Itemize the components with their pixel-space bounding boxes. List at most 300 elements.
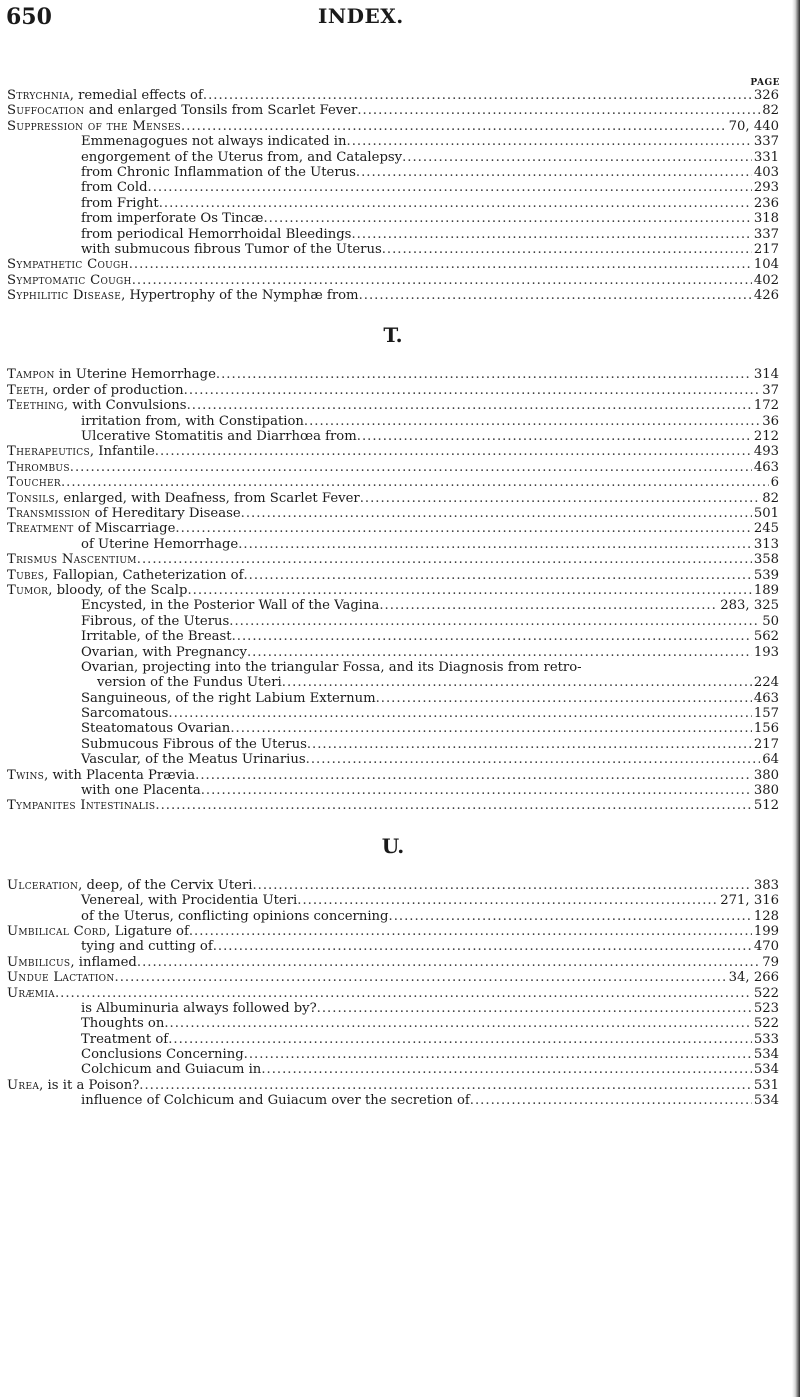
index-entry bbox=[7, 1032, 779, 1047]
dot-leader bbox=[61, 475, 769, 490]
entry-text bbox=[7, 103, 357, 118]
entry-subject: influence of Colchicum and Guiacum over the secretion of bbox=[81, 1093, 470, 1109]
entry-page-ref: 539 bbox=[753, 567, 779, 583]
index-entry bbox=[7, 878, 779, 893]
entry-text bbox=[7, 583, 187, 598]
dot-leader bbox=[168, 1032, 752, 1047]
entry-text bbox=[81, 134, 347, 149]
index-entry bbox=[7, 783, 779, 798]
entry-text bbox=[81, 893, 297, 908]
dot-leader bbox=[244, 1047, 752, 1062]
entry-text bbox=[81, 1047, 244, 1062]
entry-page-ref: 293 bbox=[753, 180, 779, 196]
index-entry bbox=[7, 1078, 779, 1093]
index-entry bbox=[7, 706, 779, 721]
entry-page-ref: 50 bbox=[762, 613, 779, 629]
page-number: 650 bbox=[6, 4, 52, 30]
dot-leader bbox=[229, 614, 760, 629]
entry-page-ref: 236 bbox=[753, 195, 779, 211]
entry-text bbox=[7, 568, 243, 583]
index-entry bbox=[7, 721, 779, 736]
entry-headword: Twins bbox=[7, 767, 45, 783]
dot-leader bbox=[213, 939, 752, 954]
index-entry bbox=[7, 1047, 779, 1062]
entry-subject: Ovarian, projecting into the triangular Fossa, and its Diagnosis from retro- bbox=[81, 659, 582, 675]
dot-leader bbox=[137, 552, 752, 567]
entry-text bbox=[81, 614, 229, 629]
entry-text bbox=[81, 165, 356, 180]
entry-text bbox=[81, 196, 159, 211]
dot-leader bbox=[139, 1078, 752, 1093]
index-entry bbox=[7, 103, 779, 118]
entry-text bbox=[7, 367, 216, 382]
entry-text bbox=[81, 242, 382, 257]
index-entry bbox=[7, 196, 779, 211]
dot-leader bbox=[181, 119, 727, 134]
entry-subject: , with Placenta Prævia bbox=[44, 767, 196, 783]
dot-leader bbox=[243, 568, 751, 583]
entry-subject: , Fallopian, Catheterization of bbox=[44, 567, 244, 583]
dot-leader bbox=[382, 242, 752, 257]
dot-leader bbox=[201, 783, 752, 798]
entry-text bbox=[81, 783, 201, 798]
dot-leader bbox=[203, 88, 752, 103]
entry-subject: , bloody, of the Scalp bbox=[48, 582, 188, 598]
entry-page-ref: 337 bbox=[753, 226, 779, 242]
entry-page-ref: 36 bbox=[762, 413, 779, 429]
entry-text bbox=[97, 675, 282, 690]
section-letter: U. bbox=[381, 833, 405, 858]
index-section bbox=[7, 818, 779, 1109]
entry-text bbox=[7, 1078, 139, 1093]
entry-text bbox=[81, 909, 389, 924]
index-entry bbox=[7, 955, 779, 970]
entry-subject: of Uterine Hemorrhage bbox=[81, 536, 239, 552]
index-entry bbox=[7, 939, 779, 954]
entry-subject: , Infantile bbox=[89, 444, 155, 460]
entry-page-ref: 6 bbox=[770, 475, 779, 491]
index-entry bbox=[7, 537, 779, 552]
index-entry bbox=[7, 242, 779, 257]
index-entry bbox=[7, 660, 779, 675]
index-entry bbox=[7, 986, 779, 1001]
index-entry bbox=[7, 491, 779, 506]
entry-page-ref: 383 bbox=[753, 877, 779, 893]
entry-text bbox=[7, 552, 137, 567]
entry-page-ref: 493 bbox=[753, 444, 779, 460]
dot-leader bbox=[55, 986, 752, 1001]
entry-headword: Tampon bbox=[7, 367, 55, 383]
entry-page-ref: 534 bbox=[753, 1062, 779, 1078]
dot-leader bbox=[184, 383, 761, 398]
dot-leader bbox=[148, 180, 752, 195]
entry-subject: Vascular, of the Meatus Urinarius bbox=[81, 752, 306, 768]
entry-text bbox=[81, 939, 213, 954]
entry-subject: , inflamed bbox=[70, 954, 137, 970]
index-entry bbox=[7, 288, 779, 303]
entry-text bbox=[81, 227, 351, 242]
entry-headword: Toucher bbox=[7, 475, 61, 491]
index-entry bbox=[7, 752, 779, 767]
entry-page-ref: 512 bbox=[753, 798, 779, 814]
entry-headword: Tonsils bbox=[7, 490, 56, 506]
index-entry bbox=[7, 675, 779, 690]
entry-subject: Submucous Fibrous of the Uterus bbox=[81, 736, 307, 752]
entry-text bbox=[81, 1001, 317, 1016]
index-entry bbox=[7, 444, 779, 459]
dot-leader bbox=[402, 150, 752, 165]
entry-subject: tying and cutting of bbox=[81, 939, 213, 955]
entry-text bbox=[81, 629, 232, 644]
index-entry bbox=[7, 583, 779, 598]
entry-subject: with submucous fibrous Tumor of the Uterus bbox=[81, 241, 382, 257]
entry-text bbox=[81, 706, 168, 721]
dot-leader bbox=[187, 583, 751, 598]
dot-leader bbox=[261, 1062, 752, 1077]
entry-page-ref: 470 bbox=[753, 939, 779, 955]
dot-leader bbox=[195, 768, 752, 783]
dot-leader bbox=[164, 1016, 751, 1031]
entry-page-ref: 193 bbox=[753, 644, 779, 660]
page-header bbox=[6, 4, 786, 34]
dot-leader bbox=[232, 629, 752, 644]
dot-leader bbox=[470, 1093, 752, 1108]
entry-headword: Thrombus bbox=[7, 459, 70, 475]
entry-subject: engorgement of the Uterus from, and Catalepsy bbox=[81, 149, 403, 165]
index-entry bbox=[7, 909, 779, 924]
dot-leader bbox=[282, 675, 752, 690]
entry-page-ref: 70, 440 bbox=[728, 118, 779, 134]
entry-headword: Undue Lactation bbox=[7, 970, 115, 986]
entry-page-ref: 82 bbox=[762, 103, 779, 119]
dot-leader bbox=[357, 429, 752, 444]
dot-leader bbox=[359, 288, 752, 303]
page-column-label: PAGE bbox=[750, 78, 780, 88]
entry-subject: , enlarged, with Deafness, from Scarlet Fever bbox=[55, 490, 360, 506]
index-entry bbox=[7, 414, 779, 429]
entry-subject: of Hereditary Disease bbox=[90, 505, 241, 521]
entry-text bbox=[81, 537, 238, 552]
entry-page-ref: 523 bbox=[753, 1000, 779, 1016]
entry-headword: Sympathetic Cough bbox=[7, 257, 129, 273]
entry-subject: , remedial effects of bbox=[69, 88, 203, 103]
entry-headword: Treatment bbox=[7, 521, 74, 537]
dot-leader bbox=[70, 460, 752, 475]
entry-text bbox=[7, 986, 55, 1001]
entry-text bbox=[81, 691, 376, 706]
entry-subject: Sanguineous, of the right Labium Externum bbox=[81, 690, 376, 706]
entry-text bbox=[81, 211, 263, 226]
dot-leader bbox=[132, 273, 752, 288]
index-entry bbox=[7, 737, 779, 752]
entry-text bbox=[81, 1016, 164, 1031]
entry-text bbox=[7, 257, 129, 272]
entry-headword: Tubes bbox=[7, 567, 45, 583]
entry-page-ref: 64 bbox=[762, 752, 779, 768]
dot-leader bbox=[247, 645, 752, 660]
entry-headword: Transmission bbox=[7, 505, 91, 521]
entry-page-ref: 217 bbox=[753, 241, 779, 257]
entry-text bbox=[81, 1062, 261, 1077]
entry-page-ref: 403 bbox=[753, 164, 779, 180]
entry-page-ref: 318 bbox=[753, 211, 779, 227]
index-entry bbox=[7, 614, 779, 629]
entry-page-ref: 380 bbox=[753, 783, 779, 799]
entry-subject: Encysted, in the Posterior Wall of the Vagina bbox=[81, 598, 380, 614]
entry-subject: Fibrous, of the Uterus bbox=[81, 613, 230, 629]
dot-leader bbox=[304, 414, 760, 429]
index-content bbox=[7, 88, 779, 1109]
dot-leader bbox=[252, 878, 751, 893]
index-section bbox=[7, 307, 779, 813]
entry-text bbox=[7, 273, 132, 288]
dot-leader bbox=[115, 970, 727, 985]
entry-text bbox=[81, 180, 148, 195]
page-edge-shadow bbox=[792, 0, 800, 1397]
entry-subject: Sarcomatous bbox=[81, 706, 169, 722]
dot-leader bbox=[306, 752, 761, 767]
entry-page-ref: 337 bbox=[753, 134, 779, 150]
dot-leader bbox=[356, 165, 752, 180]
dot-leader bbox=[168, 706, 751, 721]
entry-subject: from Fright bbox=[81, 195, 159, 211]
entry-text bbox=[7, 288, 359, 303]
index-entry bbox=[7, 598, 779, 613]
index-entry bbox=[7, 211, 779, 226]
entry-headword: Umbilical Cord bbox=[7, 923, 107, 939]
entry-page-ref: 314 bbox=[753, 367, 779, 383]
dot-leader bbox=[317, 1001, 752, 1016]
entry-text bbox=[81, 150, 402, 165]
entry-page-ref: 358 bbox=[753, 552, 779, 568]
dot-leader bbox=[376, 691, 752, 706]
entry-page-ref: 104 bbox=[753, 257, 779, 273]
entry-headword: Teething bbox=[7, 398, 64, 414]
dot-leader bbox=[137, 955, 760, 970]
entry-page-ref: 245 bbox=[753, 521, 779, 537]
index-entry bbox=[7, 475, 779, 490]
entry-page-ref: 189 bbox=[753, 582, 779, 598]
index-entry bbox=[7, 429, 779, 444]
entry-headword: Syphilitic Disease bbox=[7, 288, 122, 304]
entry-headword: Teeth bbox=[7, 382, 45, 398]
running-head: INDEX. bbox=[318, 4, 404, 28]
index-entry bbox=[7, 521, 779, 536]
entry-subject: is Albuminuria always followed by? bbox=[81, 1000, 317, 1016]
index-entry bbox=[7, 257, 779, 272]
entry-subject: in Uterine Hemorrhage bbox=[54, 367, 216, 383]
entry-page-ref: 271, 316 bbox=[720, 893, 779, 909]
entry-headword: Uræmia bbox=[7, 985, 55, 1001]
entry-page-ref: 212 bbox=[753, 429, 779, 445]
entry-text bbox=[81, 598, 379, 613]
entry-text bbox=[81, 429, 357, 444]
entry-page-ref: 37 bbox=[762, 382, 779, 398]
dot-leader bbox=[230, 721, 752, 736]
index-entry bbox=[7, 798, 779, 813]
dot-leader bbox=[360, 491, 761, 506]
entry-text bbox=[81, 1032, 168, 1047]
entry-subject: Treatment of bbox=[81, 1031, 169, 1047]
entry-subject: Irritable, of the Breast bbox=[81, 629, 232, 645]
entry-subject: from imperforate Os Tincæ bbox=[81, 211, 264, 227]
entry-subject: Ovarian, with Pregnancy bbox=[81, 644, 247, 660]
dot-leader bbox=[175, 521, 751, 536]
index-entry bbox=[7, 180, 779, 195]
entry-subject: Emmenagogues not always indicated in bbox=[81, 134, 347, 150]
index-entry bbox=[7, 645, 779, 660]
index-entry bbox=[7, 273, 779, 288]
entry-page-ref: 380 bbox=[753, 767, 779, 783]
entry-text bbox=[7, 955, 137, 970]
entry-page-ref: 283, 325 bbox=[720, 598, 779, 614]
dot-leader bbox=[307, 737, 752, 752]
index-entry bbox=[7, 1016, 779, 1031]
entry-text bbox=[7, 88, 203, 103]
entry-text bbox=[7, 924, 189, 939]
entry-subject: Ulcerative Stomatitis and Diarrhœa from bbox=[81, 429, 357, 445]
dot-leader bbox=[155, 798, 751, 813]
entry-subject: , Hypertrophy of the Nymphæ from bbox=[121, 288, 359, 304]
entry-text bbox=[81, 721, 230, 736]
index-entry bbox=[7, 88, 779, 103]
entry-text bbox=[81, 737, 307, 752]
entry-page-ref: 562 bbox=[753, 629, 779, 645]
entry-subject: Thoughts on bbox=[81, 1016, 165, 1032]
entry-text bbox=[81, 752, 306, 767]
entry-text bbox=[7, 768, 195, 783]
entry-subject: , is it a Poison? bbox=[39, 1077, 140, 1093]
entry-headword: Tumor bbox=[7, 582, 49, 598]
dot-leader bbox=[238, 537, 752, 552]
index-entry bbox=[7, 552, 779, 567]
index-entry bbox=[7, 383, 779, 398]
entry-text bbox=[7, 521, 175, 536]
index-entry bbox=[7, 568, 779, 583]
entry-text bbox=[7, 798, 155, 813]
entry-page-ref: 402 bbox=[753, 272, 779, 288]
entry-text bbox=[7, 444, 155, 459]
dot-leader bbox=[241, 506, 752, 521]
entry-headword: Tympanites Intestinalis bbox=[7, 798, 156, 814]
entry-page-ref: 224 bbox=[753, 675, 779, 691]
entry-headword: Trismus Nascentium bbox=[7, 552, 137, 568]
entry-page-ref: 534 bbox=[753, 1093, 779, 1109]
index-entry bbox=[7, 629, 779, 644]
dot-leader bbox=[216, 367, 752, 382]
entry-subject: with one Placenta bbox=[81, 783, 201, 799]
entry-subject: Venereal, with Procidentia Uteri bbox=[81, 893, 298, 909]
dot-leader bbox=[159, 196, 752, 211]
entry-page-ref: 522 bbox=[753, 1016, 779, 1032]
index-entry bbox=[7, 227, 779, 242]
entry-headword: Umbilicus bbox=[7, 954, 71, 970]
dot-leader bbox=[357, 103, 760, 118]
dot-leader bbox=[187, 398, 752, 413]
entry-text bbox=[81, 414, 304, 429]
entry-subject: Colchicum and Guiacum in bbox=[81, 1062, 262, 1078]
entry-headword: Suffocation bbox=[7, 103, 85, 119]
entry-text bbox=[7, 383, 184, 398]
entry-subject: irritation from, with Constipation bbox=[81, 413, 304, 429]
entry-text bbox=[81, 660, 582, 675]
dot-leader bbox=[351, 227, 751, 242]
index-entry bbox=[7, 691, 779, 706]
index-entry bbox=[7, 150, 779, 165]
entry-subject: and enlarged Tonsils from Scarlet Fever bbox=[84, 103, 358, 119]
entry-subject: Conclusions Concerning bbox=[81, 1047, 244, 1063]
index-entry bbox=[7, 134, 779, 149]
index-entry bbox=[7, 768, 779, 783]
entry-headword: Ulceration bbox=[7, 877, 79, 893]
index-entry bbox=[7, 924, 779, 939]
entry-text bbox=[7, 119, 181, 134]
dot-leader bbox=[297, 893, 718, 908]
entry-subject: of Miscarriage bbox=[73, 521, 176, 537]
dot-leader bbox=[347, 134, 752, 149]
entry-text bbox=[7, 398, 187, 413]
entry-page-ref: 531 bbox=[753, 1077, 779, 1093]
entry-text bbox=[7, 475, 61, 490]
entry-page-ref: 313 bbox=[753, 536, 779, 552]
index-entry bbox=[7, 506, 779, 521]
entry-headword: Therapeutics bbox=[7, 444, 90, 460]
entry-page-ref: 463 bbox=[753, 459, 779, 475]
entry-headword: Strychnia bbox=[7, 88, 70, 103]
entry-text bbox=[7, 506, 241, 521]
entry-page-ref: 522 bbox=[753, 985, 779, 1001]
dot-leader bbox=[189, 924, 752, 939]
dot-leader bbox=[129, 257, 752, 272]
index-section bbox=[7, 88, 779, 303]
index-entry bbox=[7, 119, 779, 134]
index-entry bbox=[7, 1062, 779, 1077]
entry-text bbox=[7, 491, 360, 506]
entry-page-ref: 128 bbox=[753, 908, 779, 924]
entry-headword: Suppression of the Menses bbox=[7, 118, 182, 134]
entry-headword: Symptomatic Cough bbox=[7, 272, 132, 288]
entry-page-ref: 501 bbox=[753, 505, 779, 521]
entry-page-ref: 463 bbox=[753, 690, 779, 706]
index-entry bbox=[7, 460, 779, 475]
dot-leader bbox=[263, 211, 751, 226]
entry-page-ref: 156 bbox=[753, 721, 779, 737]
entry-page-ref: 34, 266 bbox=[728, 970, 779, 986]
entry-subject: , deep, of the Cervix Uteri bbox=[78, 877, 253, 893]
index-entry bbox=[7, 367, 779, 382]
index-entry bbox=[7, 398, 779, 413]
entry-text bbox=[81, 645, 247, 660]
entry-subject: , order of production bbox=[44, 382, 184, 398]
index-entry bbox=[7, 893, 779, 908]
dot-leader bbox=[389, 909, 752, 924]
entry-subject: from Cold bbox=[81, 180, 148, 196]
entry-text bbox=[7, 970, 115, 985]
entry-subject: from periodical Hemorrhoidal Bleedings bbox=[81, 226, 352, 242]
entry-subject: version of the Fundus Uteri bbox=[97, 675, 282, 691]
entry-page-ref: 217 bbox=[753, 736, 779, 752]
index-entry bbox=[7, 970, 779, 985]
entry-page-ref: 326 bbox=[753, 88, 779, 103]
entry-page-ref: 534 bbox=[753, 1047, 779, 1063]
entry-page-ref: 426 bbox=[753, 288, 779, 304]
entry-subject: from Chronic Inflammation of the Uterus bbox=[81, 164, 356, 180]
dot-leader bbox=[379, 598, 718, 613]
entry-subject: , with Convulsions bbox=[63, 398, 187, 414]
entry-text bbox=[81, 1093, 470, 1108]
entry-page-ref: 157 bbox=[753, 706, 779, 722]
entry-page-ref: 533 bbox=[753, 1031, 779, 1047]
